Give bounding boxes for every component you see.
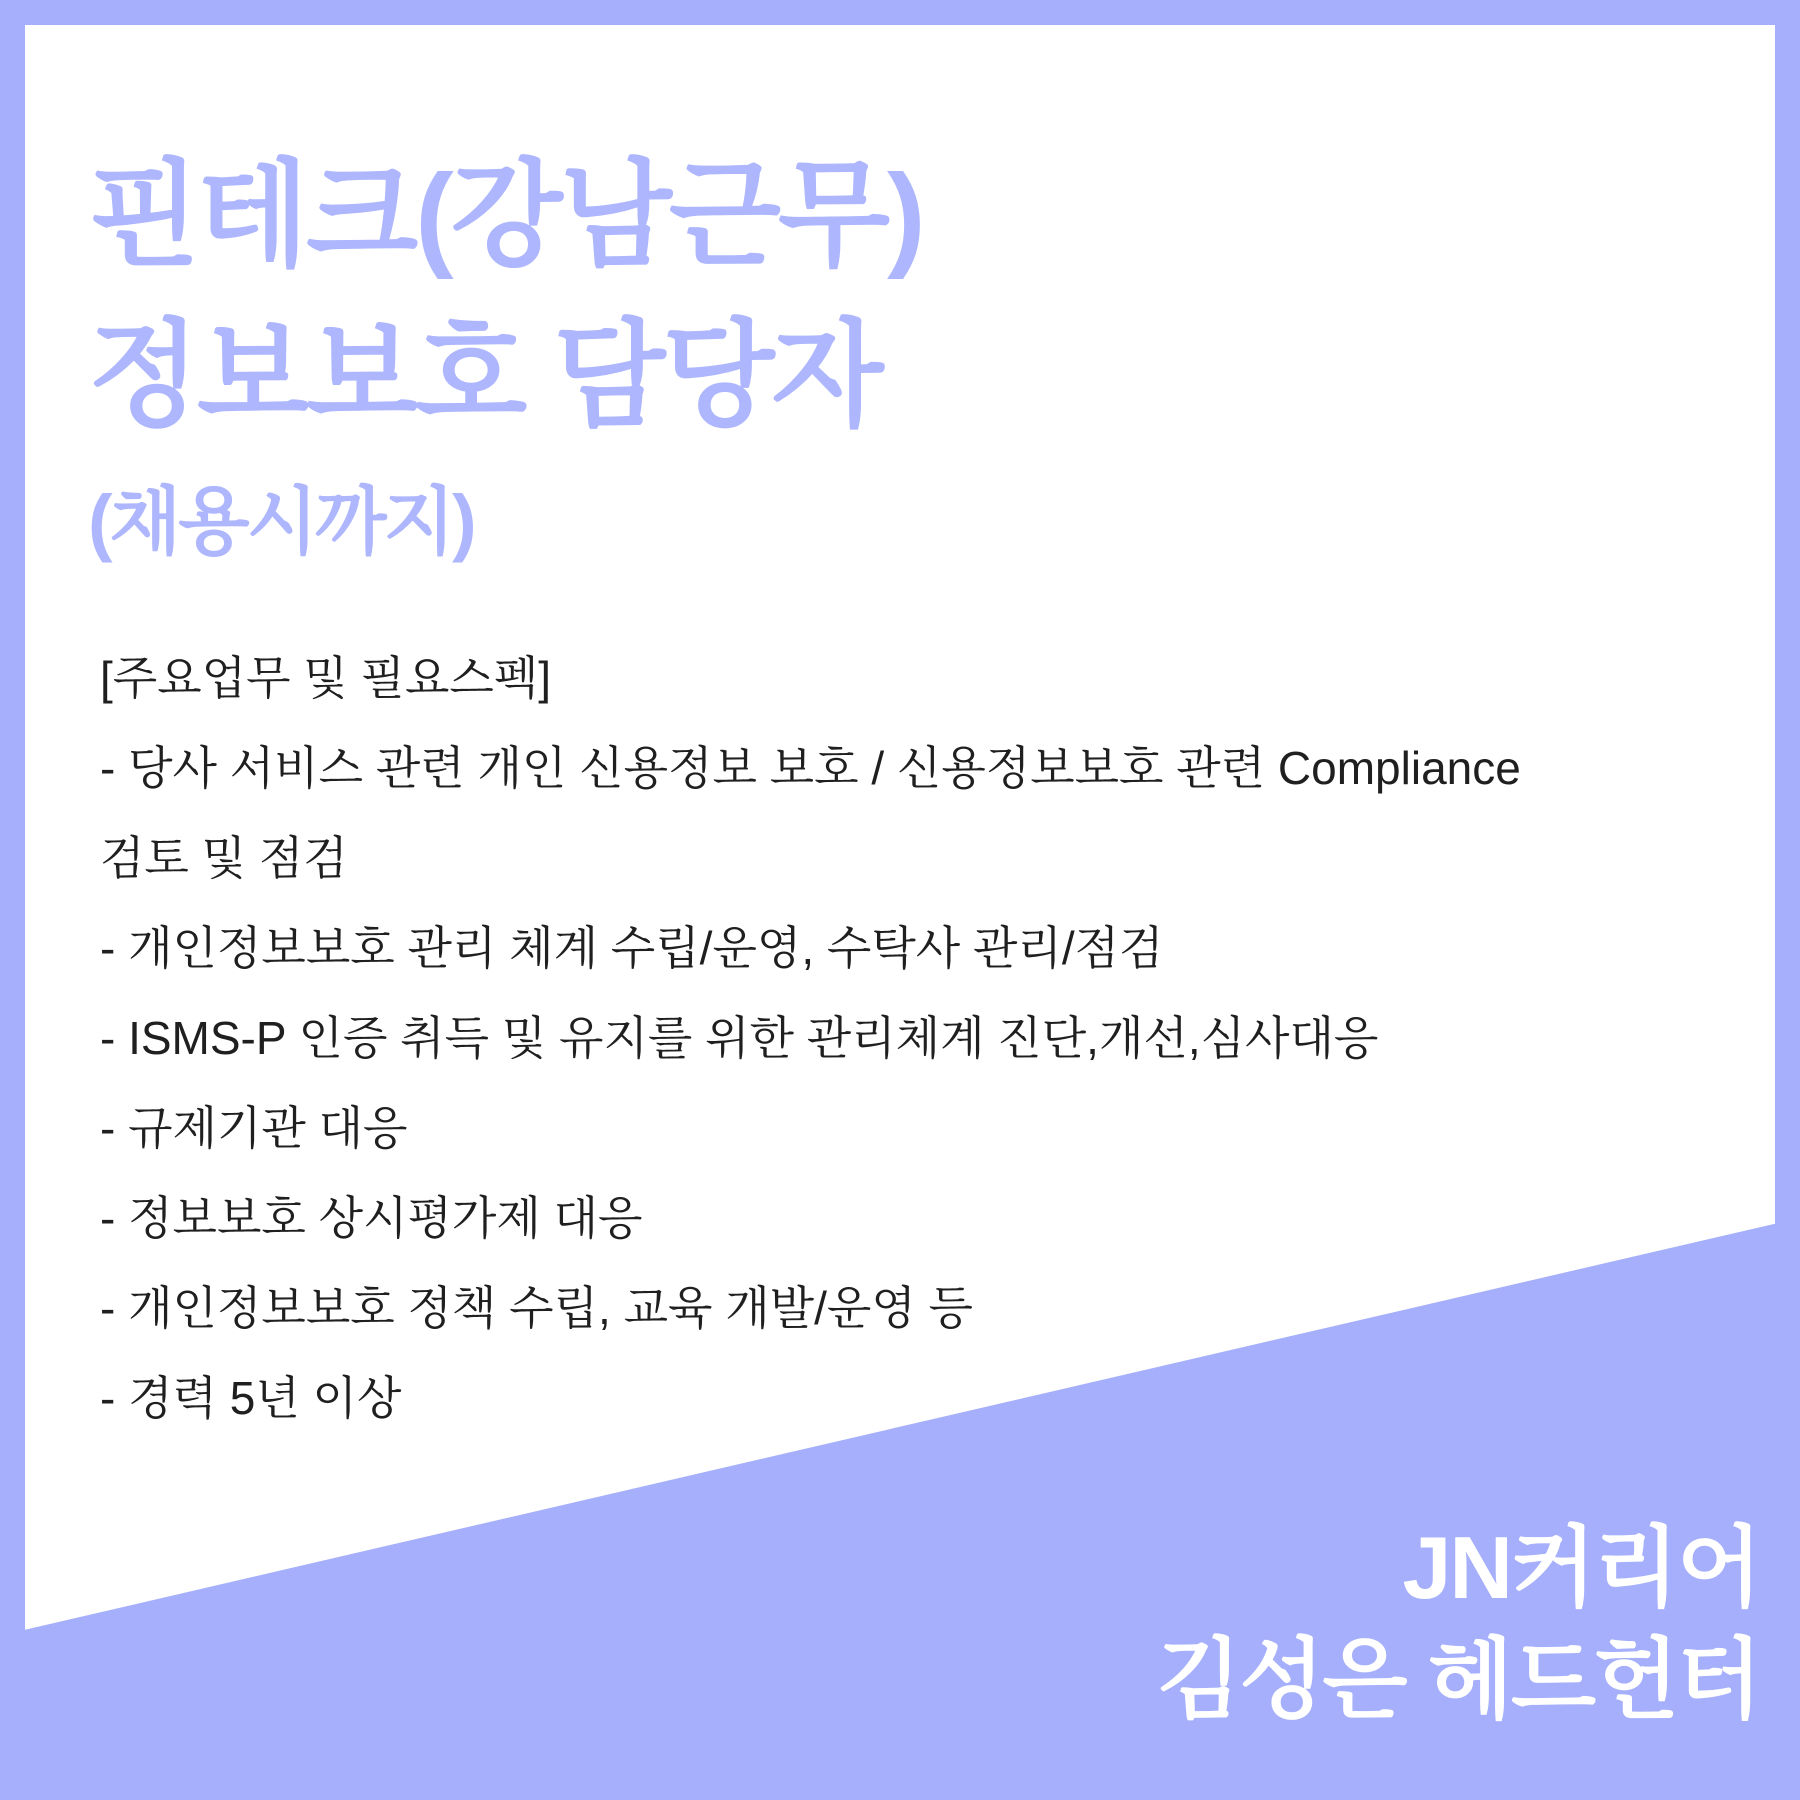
title-line-2: 정보보호 담당자	[88, 310, 881, 440]
poster-title	[88, 135, 923, 581]
job-description-line: - 경력 5년 이상	[100, 1372, 402, 1424]
job-description-line: 검토 및 점검	[100, 832, 348, 884]
job-description-line: - 개인정보보호 정책 수립, 교육 개발/운영 등	[100, 1282, 973, 1334]
job-description	[100, 633, 1700, 1443]
job-description-line: - 개인정보보호 관리 체계 수립/운영, 수탁사 관리/점검	[100, 922, 1164, 974]
job-description-heading: [주요업무 및 필요스펙]	[100, 652, 552, 704]
title-line-1: 핀테크(강남근무)	[88, 150, 923, 280]
job-description-line: - 규제기관 대응	[100, 1102, 408, 1154]
recruiter-name: 김성은 헤드헌터	[1156, 1630, 1760, 1729]
job-description-line: - 정보보호 상시평가제 대응	[100, 1192, 643, 1244]
job-description-line: - ISMS-P 인증 취득 및 유지를 위한 관리체계 진단,개선,심사대응	[100, 1012, 1379, 1064]
job-description-line: - 당사 서비스 관련 개인 신용정보 보호 / 신용정보보호 관련 Compliance	[100, 742, 1521, 794]
poster-footer	[1156, 1512, 1760, 1736]
company-name: JN커리어	[1402, 1518, 1760, 1617]
title-line-3: (채용시까지)	[88, 480, 474, 563]
